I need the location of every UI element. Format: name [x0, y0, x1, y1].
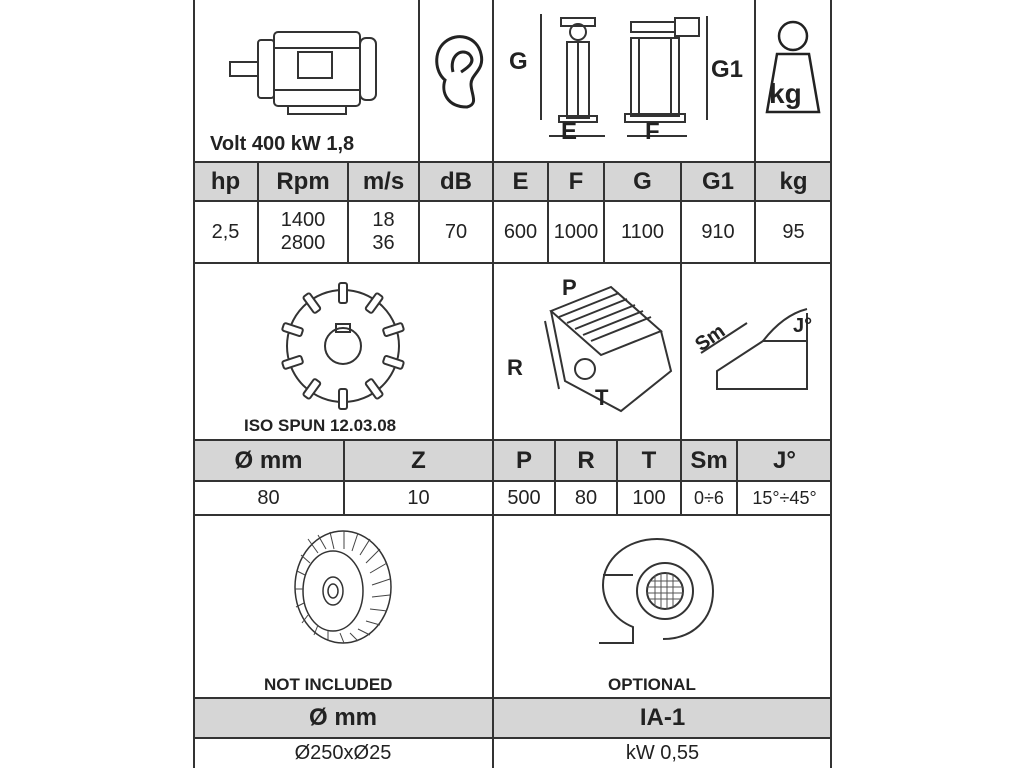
hdr-sm: Sm	[681, 440, 737, 481]
grid-line	[492, 440, 494, 515]
cutter-disc-icon	[278, 281, 408, 411]
val-kg-text: 95	[782, 220, 805, 243]
hdr-z: Z	[344, 440, 493, 481]
val-brush-size-text: Ø250xØ25	[294, 741, 392, 764]
label-g1: G1	[711, 56, 744, 83]
grid-line	[603, 162, 605, 263]
hdr-e: E	[493, 162, 548, 201]
val-r	[555, 481, 617, 515]
brush-wheel-icon	[288, 527, 398, 647]
grid-line	[492, 162, 494, 263]
hdr-ms: m/s	[348, 162, 419, 201]
extractor-fan-icon	[593, 535, 733, 655]
brush-panel	[193, 515, 493, 698]
hdr-kg: kg	[755, 162, 832, 201]
grid-line	[492, 263, 494, 440]
val-sm-text: 0÷6	[694, 487, 724, 508]
val-j	[737, 481, 832, 515]
ear-icon	[427, 32, 487, 112]
hdr-g1: G1	[681, 162, 755, 201]
val-kg	[755, 201, 832, 263]
val-j-text: 15°÷45°	[752, 487, 817, 508]
grid-line	[418, 162, 420, 263]
label-r: R	[507, 355, 523, 380]
hdr-db: dB	[419, 162, 493, 201]
disc-panel	[193, 263, 493, 440]
val-f	[548, 201, 604, 263]
motor-icon	[228, 20, 388, 120]
grid-line	[492, 0, 494, 163]
val-g-text: 1100	[620, 220, 664, 243]
val-diameter	[193, 481, 344, 515]
fan-panel	[493, 515, 832, 698]
label-f: F	[645, 118, 660, 145]
spec-sheet	[193, 0, 832, 768]
label-p: P	[562, 275, 577, 300]
motor-panel	[193, 0, 419, 162]
label-j: J°	[793, 315, 813, 337]
grid-line	[680, 263, 682, 440]
weight-icon-label: kg	[769, 78, 802, 109]
val-db-text: 70	[444, 220, 468, 243]
val-t	[617, 481, 681, 515]
tenon-table-icon	[501, 271, 671, 431]
grid-line	[492, 515, 494, 768]
val-sm	[681, 481, 737, 515]
grid-line	[736, 440, 738, 515]
grid-line	[754, 162, 756, 263]
val-hp	[193, 201, 258, 263]
val-g1-text: 910	[701, 220, 735, 243]
hdr-diameter: Ø mm	[193, 440, 344, 481]
hdr-j: J°	[737, 440, 832, 481]
val-f-text: 1000	[553, 220, 599, 243]
val-t-text: 100	[632, 486, 666, 509]
hdr-r: R	[555, 440, 617, 481]
hdr-p: P	[493, 440, 555, 481]
motor-caption: Volt 400 kW 1,8	[210, 133, 355, 155]
label-g: G	[509, 48, 528, 75]
val-db	[419, 201, 493, 263]
hdr-fan-model: IA-1	[493, 698, 832, 738]
grid-line	[754, 0, 756, 163]
grid-line	[616, 440, 618, 515]
weight-panel	[755, 0, 832, 162]
val-e	[493, 201, 548, 263]
val-rpm-1: 1400	[280, 209, 326, 231]
hdr-rpm: Rpm	[258, 162, 348, 201]
val-fan-power-text: kW 0,55	[625, 741, 700, 764]
hdr-g: G	[604, 162, 681, 201]
val-g	[604, 201, 681, 263]
val-g1	[681, 201, 755, 263]
grid-line	[680, 162, 682, 263]
val-ms	[348, 201, 419, 263]
sound-panel	[419, 0, 493, 162]
grid-line	[547, 162, 549, 263]
val-hp-text: 2,5	[211, 220, 240, 243]
grid-line	[193, 200, 832, 202]
disc-caption: ISO SPUN 12.03.08	[244, 416, 397, 435]
grid-line	[193, 697, 832, 699]
val-brush-size	[193, 738, 493, 768]
grid-line	[830, 0, 832, 768]
hdr-f: F	[548, 162, 604, 201]
hdr-brush-diameter: Ø mm	[193, 698, 493, 738]
grid-line	[257, 162, 259, 263]
fan-caption: OPTIONAL	[608, 675, 696, 694]
dimensions-panel	[493, 0, 755, 162]
val-rpm	[258, 201, 348, 263]
val-rpm-2: 2800	[280, 232, 326, 254]
val-ms-1: 18	[372, 209, 395, 231]
grid-line	[193, 737, 832, 739]
grid-line	[418, 0, 420, 163]
grid-line	[193, 262, 832, 264]
val-e-text: 600	[503, 220, 538, 243]
grid-line	[554, 440, 556, 515]
val-r-text: 80	[574, 486, 598, 509]
brush-caption: NOT INCLUDED	[264, 675, 393, 694]
label-e: E	[561, 118, 578, 145]
val-diameter-text: 80	[257, 486, 280, 509]
grid-line	[680, 440, 682, 515]
label-sm: Sm	[691, 320, 730, 357]
grid-line	[193, 161, 832, 163]
val-fan-power	[493, 738, 832, 768]
hdr-hp: hp	[193, 162, 258, 201]
grid-line	[343, 440, 345, 515]
grid-line	[347, 162, 349, 263]
val-p-text: 500	[507, 486, 541, 509]
val-z	[344, 481, 493, 515]
angle-diagram-panel	[681, 263, 832, 440]
table-diagram-panel	[493, 263, 681, 440]
grid-line	[193, 0, 195, 768]
label-t: T	[595, 385, 609, 410]
val-z-text: 10	[407, 486, 430, 509]
hdr-t: T	[617, 440, 681, 481]
val-p	[493, 481, 555, 515]
val-ms-2: 36	[372, 232, 395, 254]
